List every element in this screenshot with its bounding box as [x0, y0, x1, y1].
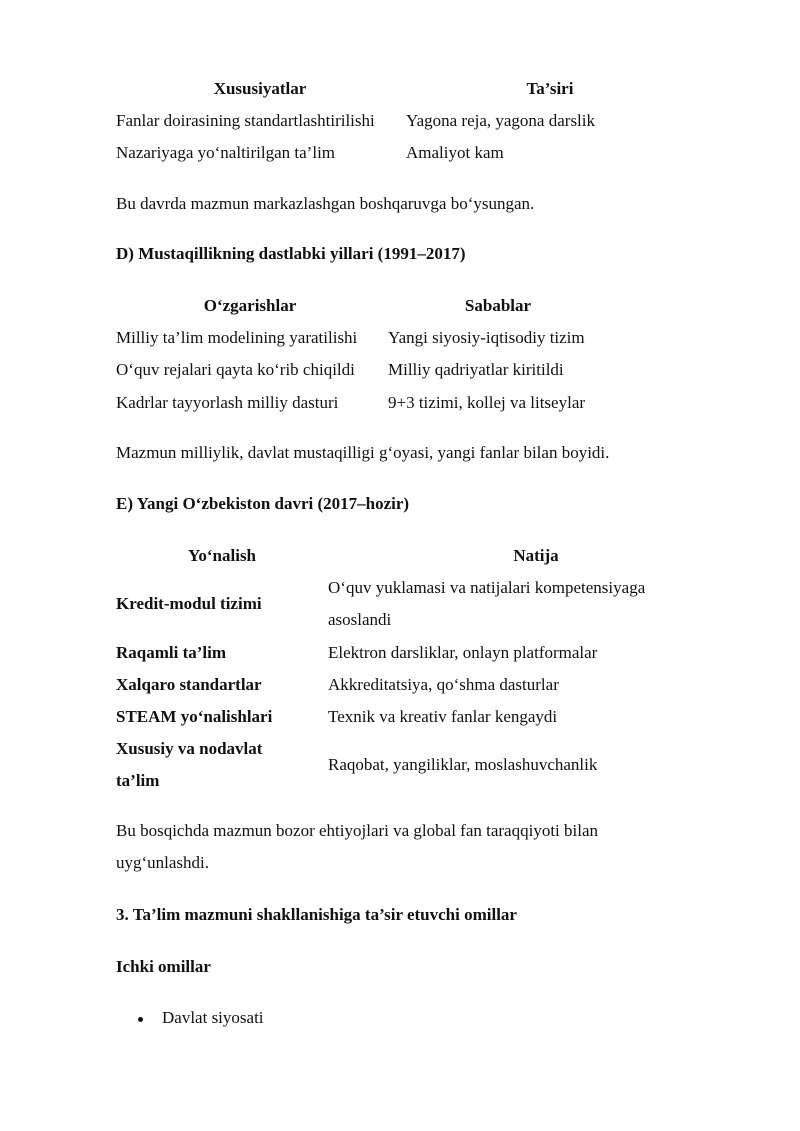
paragraph-nationality: Mazmun milliylik, davlat mustaqilligi g‘oyasi, yangi fanlar bilan boyidi. — [116, 443, 610, 462]
table3-header-result: Natija — [513, 546, 559, 565]
paragraph-market-needs-line2: uyg‘unlashdi. — [116, 853, 210, 872]
table3-row4-left: STEAM yo‘nalishlari — [116, 707, 273, 726]
table1-header-features: Xususiyatlar — [213, 79, 307, 98]
paragraph-centralized: Bu davrda mazmun markazlashgan boshqaruvga bo‘ysungan. — [116, 194, 535, 213]
table1-row2-left: Nazariyaga yo‘naltirilgan ta’lim — [116, 143, 336, 162]
heading-factors: 3. Ta’lim mazmuni shakllanishiga ta’sir etuvchi omillar — [116, 905, 517, 924]
table2-row3-right: 9+3 tizimi, kollej va litseylar — [388, 393, 586, 412]
heading-internal-factors: Ichki omillar — [116, 957, 211, 976]
table2-row1-right: Yangi siyosiy-iqtisodiy tizim — [388, 328, 585, 347]
table2-row2-left: O‘quv rejalari qayta ko‘rib chiqildi — [116, 360, 355, 379]
table3-row1-left: Kredit-modul tizimi — [116, 594, 262, 613]
bullet-icon — [138, 1017, 143, 1022]
table3-row2-left: Raqamli ta’lim — [116, 643, 227, 662]
table3-row4-right: Texnik va kreativ fanlar kengaydi — [328, 707, 558, 726]
table3-row1-right-line1: O‘quv yuklamasi va natijalari kompetensiyaga — [328, 578, 646, 597]
table3-row5-left-line1: Xususiy va nodavlat — [116, 739, 263, 758]
table3-row3-left: Xalqaro standartlar — [116, 675, 262, 694]
table2-row2-right: Milliy qadriyatlar kiritildi — [388, 360, 564, 379]
paragraph-market-needs-line1: Bu bosqichda mazmun bozor ehtiyojlari va global fan taraqqiyoti bilan — [116, 821, 599, 840]
table2-header-changes: O‘zgarishlar — [203, 296, 297, 315]
table1-row1-left: Fanlar doirasining standartlashtirilishi — [116, 111, 375, 130]
table2-header-reasons: Sabablar — [464, 296, 532, 315]
table2-row1-left: Milliy ta’lim modelining yaratilishi — [116, 328, 358, 347]
bullet-item-state-policy: Davlat siyosati — [162, 1008, 264, 1027]
table3-row1-right-line2: asoslandi — [328, 610, 392, 629]
table3-row2-right: Elektron darsliklar, onlayn platformalar — [328, 643, 598, 662]
table1-row1-right: Yagona reja, yagona darslik — [406, 111, 596, 130]
table3-row5-right: Raqobat, yangiliklar, moslashuvchanlik — [328, 755, 598, 774]
table3-header-direction: Yo‘nalish — [187, 546, 257, 565]
heading-new-uzbekistan: E) Yangi O‘zbekiston davri (2017–hozir) — [116, 494, 410, 513]
heading-independence-years: D) Mustaqillikning dastlabki yillari (1991–2017) — [116, 244, 466, 263]
table3-row5-left-line2: ta’lim — [116, 771, 160, 790]
table2-row3-left: Kadrlar tayyorlash milliy dasturi — [116, 393, 339, 412]
table3-row3-right: Akkreditatsiya, qo‘shma dasturlar — [328, 675, 559, 694]
table1-header-effect: Ta’siri — [526, 79, 574, 98]
table1-row2-right: Amaliyot kam — [406, 143, 504, 162]
